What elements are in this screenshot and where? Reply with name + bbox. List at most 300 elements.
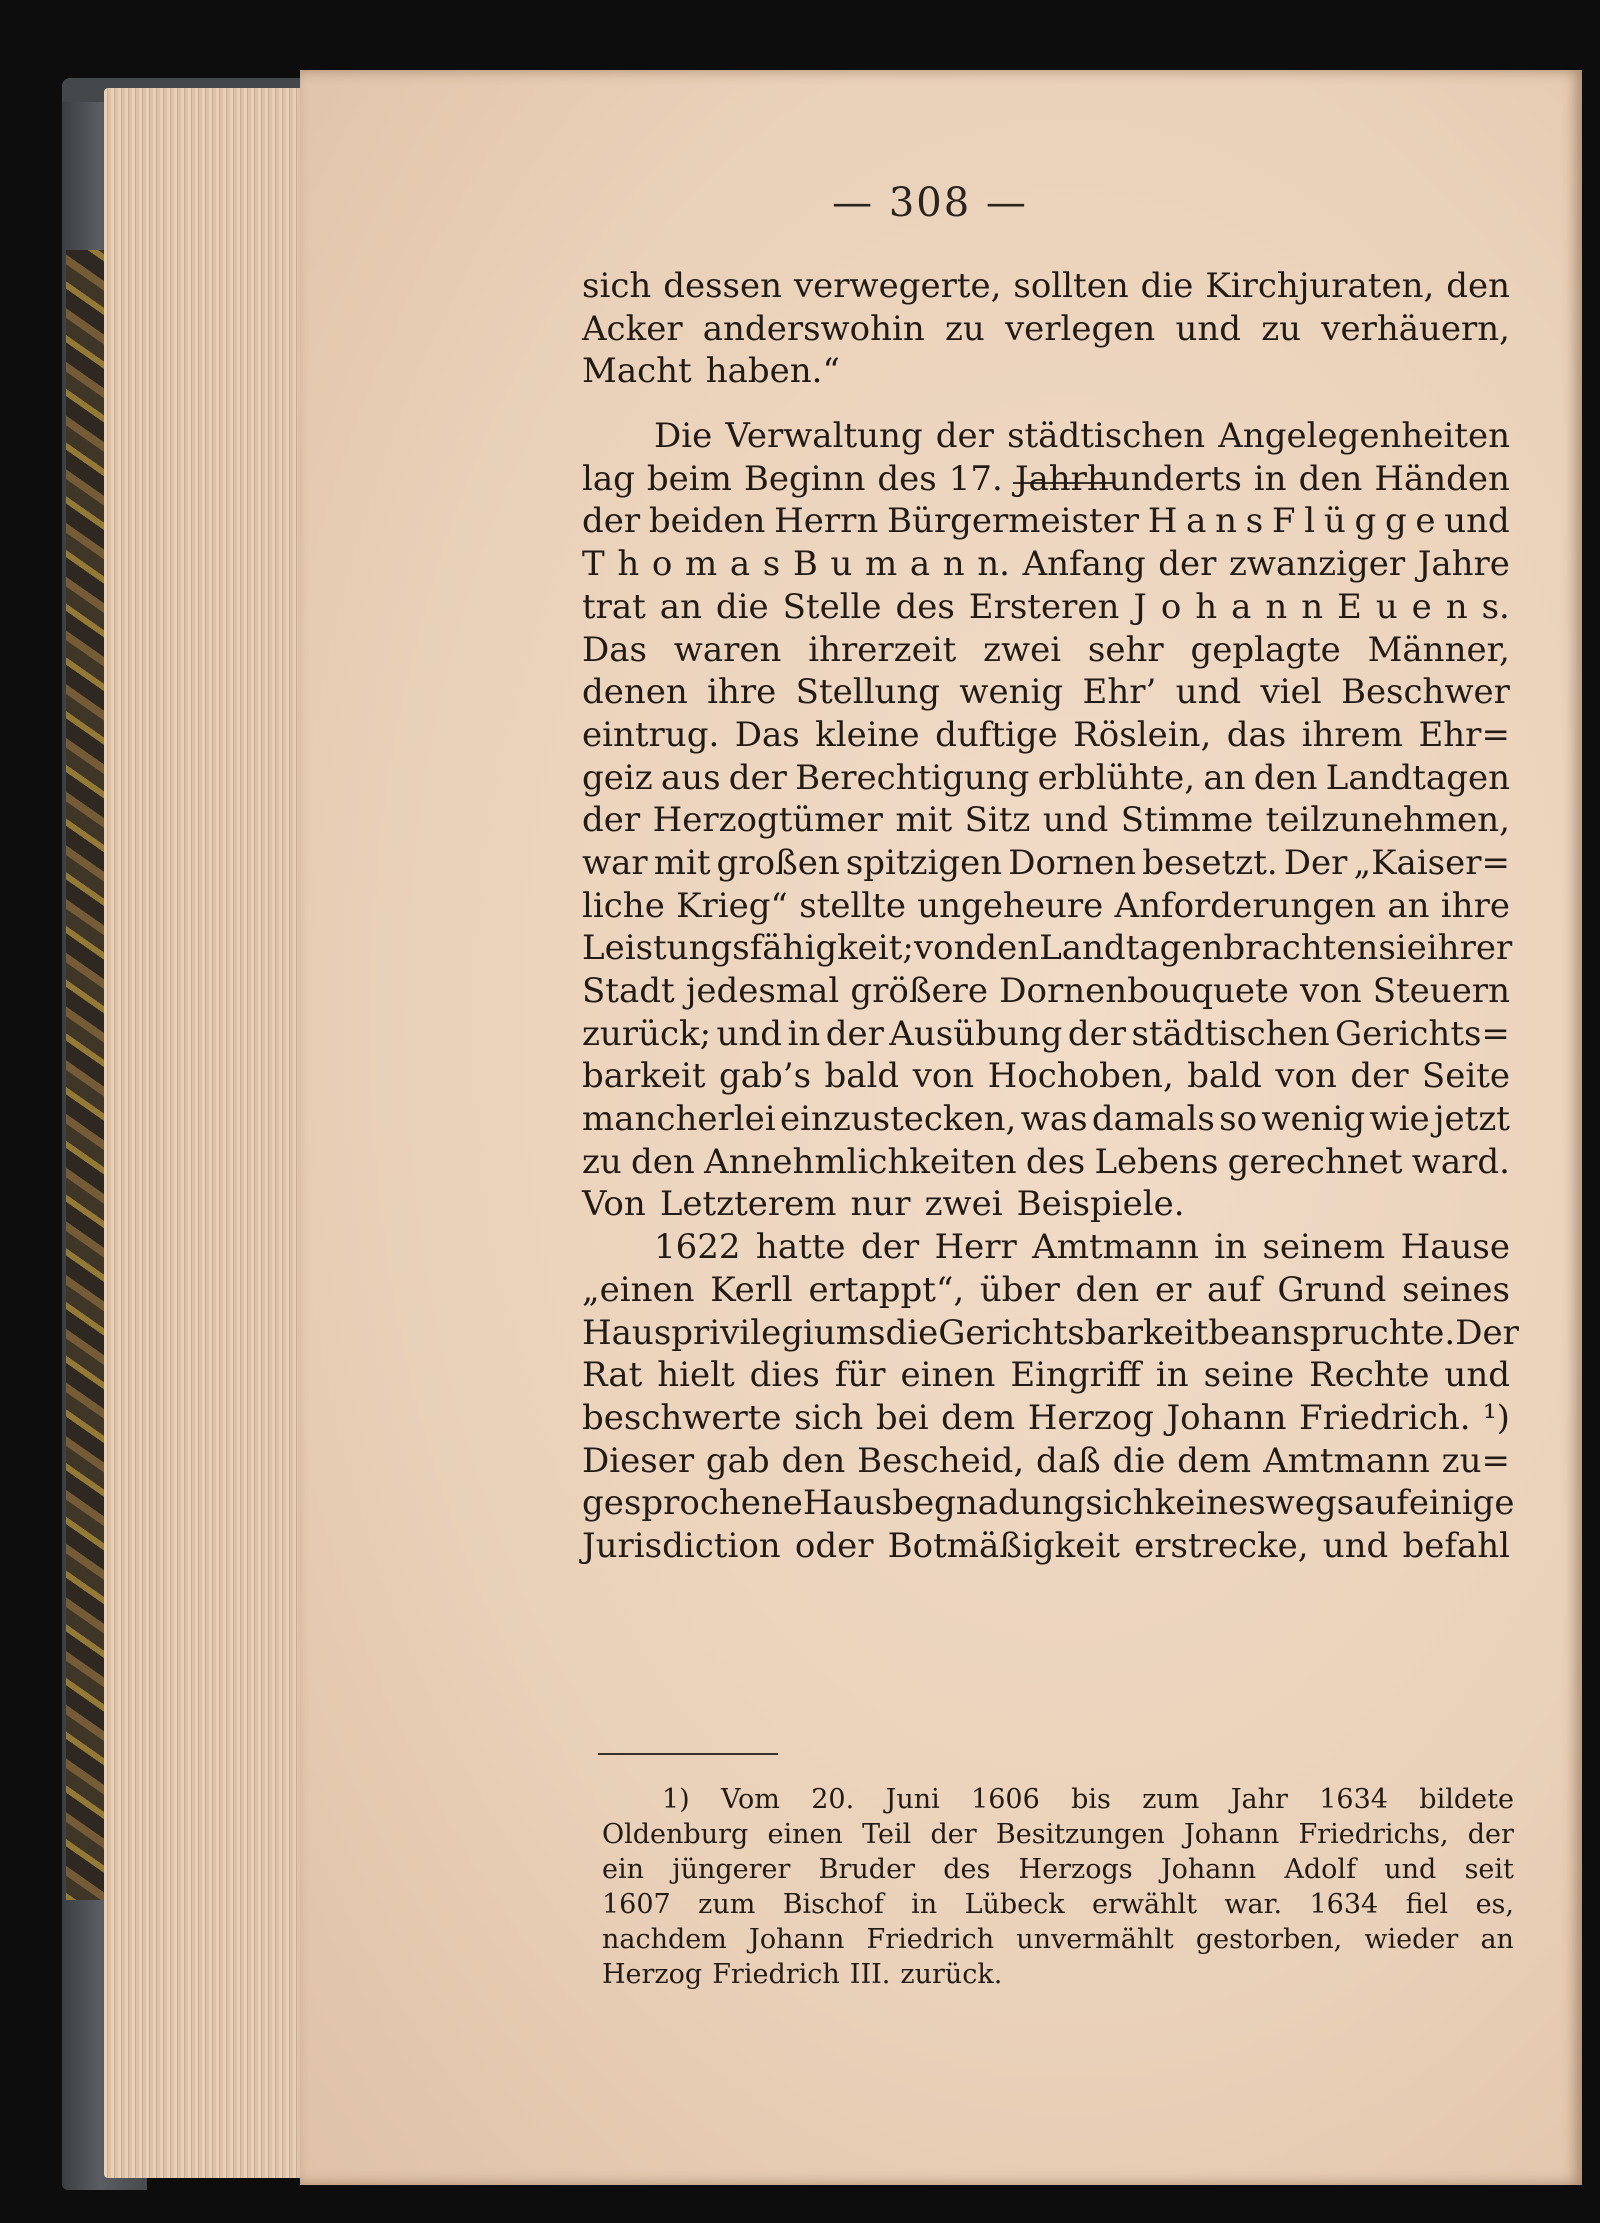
- word: h: [617, 544, 640, 585]
- word: Botmäßigkeit: [887, 1525, 1120, 1566]
- word: n: [1301, 586, 1324, 627]
- word: Gerichtsbarkeit: [938, 1312, 1209, 1353]
- text-line: [582, 714, 1510, 757]
- word: er: [1154, 1269, 1192, 1310]
- text-line: [582, 671, 1510, 714]
- word: damals: [1091, 1099, 1215, 1140]
- word: den: [1075, 1269, 1140, 1310]
- text-line: [582, 350, 1510, 393]
- word: m: [684, 544, 718, 585]
- word: Ehr=: [1418, 714, 1510, 755]
- word: gab: [705, 1440, 770, 1481]
- word: Jurisdiction: [582, 1525, 781, 1566]
- word: und: [1322, 1525, 1389, 1566]
- word: denen: [582, 672, 688, 713]
- word: Eingriff: [1010, 1355, 1141, 1396]
- word: in: [1214, 1227, 1248, 1268]
- word: sich: [794, 1397, 864, 1438]
- word: Angelegenheiten: [1218, 416, 1510, 457]
- text-line: [582, 629, 1510, 672]
- word: wenig: [959, 672, 1064, 713]
- word: 1): [662, 1784, 690, 1815]
- word: mit: [895, 800, 953, 841]
- word: ihre: [707, 672, 777, 713]
- word: Leistungsfähigkeit;: [582, 928, 914, 969]
- word: Herzog: [602, 1959, 703, 1990]
- word: seit: [1464, 1854, 1514, 1885]
- word: jüngerer: [672, 1854, 791, 1885]
- text-line: [582, 415, 1510, 458]
- word: eintrug.: [582, 714, 720, 755]
- word: in: [787, 1013, 821, 1054]
- word: Kerll: [710, 1269, 793, 1310]
- word: es,: [1475, 1889, 1514, 1920]
- footnotes: [602, 1782, 1514, 1992]
- word: h: [1195, 586, 1218, 627]
- word: den: [631, 1141, 695, 1182]
- word: Männer,: [1367, 629, 1510, 670]
- word: das: [1226, 714, 1287, 755]
- word: den: [1446, 266, 1510, 306]
- word: spitzigen: [845, 842, 1003, 883]
- word: Besitzungen: [995, 1819, 1165, 1850]
- word: ihrem: [1301, 714, 1404, 755]
- word: s.: [1481, 586, 1510, 627]
- word: waren: [673, 629, 782, 670]
- word: besetzt.: [1142, 842, 1278, 883]
- word: seinem: [1262, 1227, 1386, 1268]
- word: den: [1253, 757, 1318, 798]
- word: Jahr: [1230, 1784, 1288, 1815]
- word: 1622: [654, 1227, 741, 1268]
- word: Ehr’: [1082, 672, 1157, 713]
- word: städtischen: [1131, 1013, 1330, 1054]
- word: Das: [582, 629, 647, 670]
- word: J: [1133, 586, 1147, 627]
- word: Johann: [749, 1924, 845, 1955]
- word: an: [1387, 885, 1430, 926]
- word: ihre: [1440, 885, 1510, 926]
- word: der: [582, 800, 641, 841]
- word: E: [1337, 586, 1362, 627]
- word: Annehmlichkeiten: [704, 1141, 1017, 1182]
- word: Letzterem: [659, 1184, 837, 1225]
- word: Das: [734, 714, 800, 755]
- word: bald: [1187, 1056, 1262, 1097]
- word: Landtagen: [1039, 928, 1224, 969]
- word: III.: [849, 1959, 891, 1990]
- word: Beschwer: [1340, 672, 1510, 713]
- word: dem: [941, 1397, 1016, 1438]
- word: Friedrichs,: [1298, 1819, 1449, 1850]
- word: n: [1445, 586, 1468, 627]
- word: Kirchjuraten,: [1205, 266, 1435, 306]
- word: Anfang: [1022, 544, 1146, 585]
- word: 1634: [1309, 1889, 1379, 1920]
- word: Ausübung: [889, 1013, 1063, 1054]
- word: stellte: [799, 885, 906, 926]
- word: g: [1384, 501, 1407, 542]
- word: einige: [1408, 1483, 1515, 1524]
- word: a: [909, 544, 931, 585]
- word: die: [1140, 266, 1194, 306]
- word: Bruder: [818, 1854, 915, 1885]
- text-line: [582, 970, 1510, 1013]
- word: erstrecke,: [1134, 1525, 1309, 1566]
- word: Oldenburg: [602, 1819, 749, 1850]
- page-number: — 308 —: [832, 180, 1028, 226]
- word: Grund: [1277, 1269, 1387, 1310]
- word: seine: [1203, 1355, 1295, 1396]
- word: Stimme: [1120, 800, 1254, 841]
- word: oder: [794, 1525, 874, 1566]
- word: mancherlei: [582, 1099, 776, 1140]
- word: zurück.: [900, 1959, 1003, 1990]
- text-line: [582, 1525, 1510, 1568]
- word: brachten: [1223, 928, 1379, 969]
- word: ¹): [1483, 1397, 1510, 1438]
- word: Hochoben,: [987, 1056, 1174, 1097]
- word: des: [877, 458, 937, 499]
- body-text: [582, 265, 1519, 1568]
- word: gesprochene: [582, 1483, 803, 1524]
- word: an: [1480, 1924, 1514, 1955]
- word: bald: [824, 1056, 900, 1097]
- word: für: [834, 1355, 886, 1396]
- word: den: [975, 928, 1040, 969]
- word: mit: [653, 842, 711, 883]
- word: gestorben,: [1195, 1924, 1343, 1955]
- word: Seite: [1421, 1056, 1510, 1097]
- word: erblühte,: [1037, 757, 1196, 798]
- word: 20.: [811, 1784, 855, 1815]
- text-line: [582, 927, 1513, 970]
- word: auf: [1207, 1269, 1262, 1310]
- word: größere: [850, 971, 989, 1011]
- word: zu=: [1441, 1440, 1510, 1481]
- word: Beispiele.: [1016, 1184, 1185, 1225]
- word: Johann: [1183, 1819, 1280, 1850]
- word: auf: [1354, 1483, 1409, 1524]
- word: 1606: [971, 1784, 1040, 1815]
- word: der: [825, 1013, 884, 1054]
- word: anderswohin: [702, 308, 925, 349]
- word: Johann: [1160, 1854, 1257, 1885]
- text-line: [582, 885, 1510, 928]
- word: beiden: [648, 501, 766, 542]
- word: m: [864, 544, 898, 585]
- word: u: [1375, 586, 1398, 627]
- word: beim: [646, 458, 732, 499]
- word: n: [1265, 586, 1288, 627]
- word: und: [1384, 1854, 1437, 1885]
- word: einen: [900, 1355, 996, 1396]
- word: 1634: [1319, 1784, 1388, 1815]
- word: und: [716, 1013, 783, 1054]
- word: der: [1158, 544, 1217, 585]
- word: a: [1186, 501, 1207, 542]
- word: zu: [1261, 308, 1302, 349]
- word: Bischof: [782, 1889, 884, 1920]
- word: Juni: [885, 1784, 940, 1815]
- page-edges: [104, 88, 304, 2178]
- word: aus: [660, 757, 721, 798]
- word: zwei: [924, 1184, 1003, 1225]
- word: dies: [749, 1355, 820, 1396]
- word: ü: [1323, 501, 1346, 542]
- word: hatte: [755, 1227, 846, 1268]
- word: verlegen: [1004, 308, 1156, 349]
- text-line: [582, 1226, 1510, 1269]
- word: Dornen: [1008, 842, 1137, 883]
- footnote-line: [602, 1782, 1514, 1817]
- text-line: [582, 308, 1510, 351]
- word: Amtmann: [1032, 1227, 1199, 1268]
- word: großen: [716, 842, 840, 883]
- word: verwegerte,: [793, 266, 1002, 306]
- word: a: [729, 544, 751, 585]
- word: ward.: [1411, 1141, 1510, 1182]
- word: zwanziger: [1228, 544, 1406, 585]
- word: s: [1245, 501, 1264, 542]
- word: gerechnet: [1227, 1141, 1403, 1182]
- word: der: [1350, 1056, 1409, 1097]
- word: nachdem: [602, 1924, 727, 1955]
- word: über: [979, 1269, 1060, 1310]
- word: zu: [944, 308, 985, 349]
- word: geplagte: [1190, 629, 1341, 670]
- word: war.: [1224, 1889, 1283, 1920]
- text-line: [582, 1183, 1510, 1226]
- word: geiz: [582, 757, 653, 798]
- word: sehr: [1087, 629, 1164, 670]
- word: Johann: [1166, 1397, 1287, 1438]
- word: Jahre: [1417, 544, 1510, 585]
- word: barkeit: [582, 1056, 706, 1097]
- word: Herzogs: [1018, 1854, 1133, 1885]
- word: nur: [850, 1184, 911, 1225]
- word: ertappt“,: [808, 1269, 965, 1310]
- word: an: [1203, 757, 1246, 798]
- word: einen: [767, 1819, 843, 1850]
- word: a: [1231, 586, 1252, 627]
- word: ein: [602, 1854, 645, 1885]
- word: von: [912, 1056, 975, 1097]
- word: ungeheure: [917, 885, 1104, 926]
- word: der: [935, 416, 994, 457]
- word: den: [1298, 458, 1363, 499]
- word: zwei: [983, 629, 1062, 670]
- text-line: [582, 586, 1510, 629]
- word: „Kaiser=: [1353, 842, 1510, 883]
- word: o: [1160, 586, 1182, 627]
- word: der: [1467, 1819, 1514, 1850]
- word: Händen: [1374, 458, 1510, 499]
- word: und: [1042, 800, 1109, 841]
- word: ihrer: [1426, 928, 1513, 969]
- word: Gerichts=: [1334, 1013, 1510, 1054]
- word: Jahrhunderts: [1014, 458, 1242, 499]
- word: Von: [582, 1184, 646, 1225]
- word: seines: [1402, 1269, 1510, 1310]
- word: l: [1304, 501, 1316, 542]
- word: Beginn: [743, 458, 866, 499]
- word: teilzunehmen,: [1265, 800, 1510, 841]
- word: g: [1354, 501, 1377, 542]
- word: n: [1215, 501, 1238, 542]
- text-line: [582, 1482, 1515, 1525]
- word: die: [885, 1312, 939, 1353]
- footnote-line: [602, 1957, 1514, 1992]
- word: und: [1444, 1355, 1510, 1396]
- word: Hausbegnadung: [802, 1483, 1086, 1524]
- word: Krieg“: [676, 885, 788, 926]
- word: in: [1155, 1355, 1189, 1396]
- text-line: [582, 1397, 1510, 1440]
- text-line: [582, 500, 1510, 543]
- word: Herrn: [774, 501, 879, 542]
- word: der: [582, 501, 641, 542]
- footnote-divider: [598, 1753, 778, 1755]
- text-line: [582, 757, 1510, 800]
- word: daß: [1036, 1440, 1101, 1481]
- word: o: [651, 544, 673, 585]
- word: Hause: [1400, 1227, 1510, 1268]
- word: Der: [1283, 842, 1348, 883]
- word: sollten: [1013, 266, 1129, 306]
- word: was: [1020, 1099, 1088, 1140]
- word: und: [1175, 672, 1242, 713]
- word: Lübeck: [964, 1889, 1065, 1920]
- word: T: [582, 544, 605, 585]
- word: H: [1147, 501, 1178, 542]
- word: duftige: [935, 714, 1058, 755]
- word: Adolf: [1284, 1854, 1357, 1885]
- word: von: [1299, 971, 1362, 1011]
- word: zum: [1142, 1784, 1200, 1815]
- word: wenig: [1261, 1099, 1366, 1140]
- word: Bürgermeister: [887, 501, 1140, 542]
- word: Stellung: [795, 672, 941, 713]
- word: kleine: [815, 714, 920, 755]
- word: haben.“: [705, 351, 840, 392]
- word: dessen: [663, 266, 782, 306]
- word: von: [1275, 1056, 1337, 1097]
- word: Verwaltung: [725, 416, 923, 457]
- word: Rat: [582, 1355, 643, 1396]
- word: F: [1271, 501, 1296, 542]
- text-line: [582, 1440, 1510, 1483]
- text-line: [582, 1354, 1510, 1397]
- word: Dieser: [582, 1440, 695, 1481]
- word: sich: [1085, 1483, 1155, 1524]
- word: der: [728, 757, 787, 798]
- word: e: [1415, 501, 1436, 542]
- word: Hausprivilegiums: [582, 1312, 886, 1353]
- text-line: [582, 1013, 1510, 1056]
- word: zurück;: [582, 1013, 712, 1054]
- word: B: [792, 544, 818, 585]
- word: Ersteren: [968, 586, 1120, 627]
- word: gab’s: [719, 1056, 812, 1097]
- word: wieder: [1364, 1924, 1459, 1955]
- word: des: [1025, 1141, 1086, 1182]
- text-line: [582, 1269, 1510, 1312]
- word: so: [1219, 1099, 1258, 1140]
- text-line: [582, 1312, 1519, 1355]
- word: Lebens: [1094, 1141, 1219, 1182]
- word: trat: [582, 586, 646, 627]
- word: Rechte: [1309, 1355, 1430, 1396]
- word: Berechtigung: [795, 757, 1030, 798]
- word: verhäuern,: [1321, 308, 1510, 349]
- word: Anforderungen: [1114, 885, 1377, 926]
- word: städtischen: [1007, 416, 1206, 457]
- word: Stelle: [782, 586, 882, 627]
- word: zu: [582, 1141, 622, 1182]
- word: 17.: [948, 458, 1003, 499]
- word: Steuern: [1372, 971, 1510, 1011]
- text-line: [582, 1098, 1510, 1141]
- word: jedesmal: [685, 971, 840, 1011]
- word: dem: [1177, 1440, 1252, 1481]
- text-line: [582, 1141, 1510, 1184]
- word: e: [1411, 586, 1432, 627]
- word: Teil: [862, 1819, 912, 1850]
- word: der: [1067, 1013, 1126, 1054]
- word: lag: [582, 458, 635, 499]
- word: Friedrich.: [1299, 1397, 1471, 1438]
- word: Die: [654, 416, 713, 457]
- word: Herzogtümer: [652, 800, 883, 841]
- word: Macht: [582, 351, 692, 392]
- marbled-endpaper: [66, 250, 106, 1900]
- word: u: [830, 544, 853, 585]
- footnote-line: [602, 1922, 1514, 1957]
- word: die: [1112, 1440, 1166, 1481]
- word: bis: [1071, 1784, 1111, 1815]
- word: bildete: [1419, 1784, 1514, 1815]
- book-page: [300, 70, 1582, 2185]
- text-line: [582, 458, 1510, 501]
- word: den: [781, 1440, 846, 1481]
- text-line: [582, 1055, 1510, 1098]
- word: Bescheid,: [857, 1440, 1025, 1481]
- word: 1607: [602, 1889, 671, 1920]
- word: die: [715, 586, 769, 627]
- word: in: [1253, 458, 1287, 499]
- word: Röslein,: [1073, 714, 1212, 755]
- word: Friedrich: [712, 1959, 840, 1990]
- word: fiel: [1405, 1889, 1449, 1920]
- word: hielt: [657, 1355, 735, 1396]
- word: an: [659, 586, 702, 627]
- word: jetzt: [1434, 1099, 1510, 1140]
- word: viel: [1260, 672, 1322, 713]
- word: Vom: [721, 1784, 780, 1815]
- word: der: [930, 1819, 977, 1850]
- word: befahl: [1402, 1525, 1510, 1566]
- word: einzustecken,: [779, 1099, 1017, 1140]
- word: Herr: [934, 1227, 1017, 1268]
- word: sich: [582, 266, 652, 306]
- word: von: [913, 928, 976, 969]
- word: n: [942, 544, 965, 585]
- word: Herzog: [1027, 1397, 1154, 1438]
- word: Friedrich: [866, 1924, 995, 1955]
- text-line: [582, 842, 1510, 885]
- word: beanspruchte.: [1208, 1312, 1456, 1353]
